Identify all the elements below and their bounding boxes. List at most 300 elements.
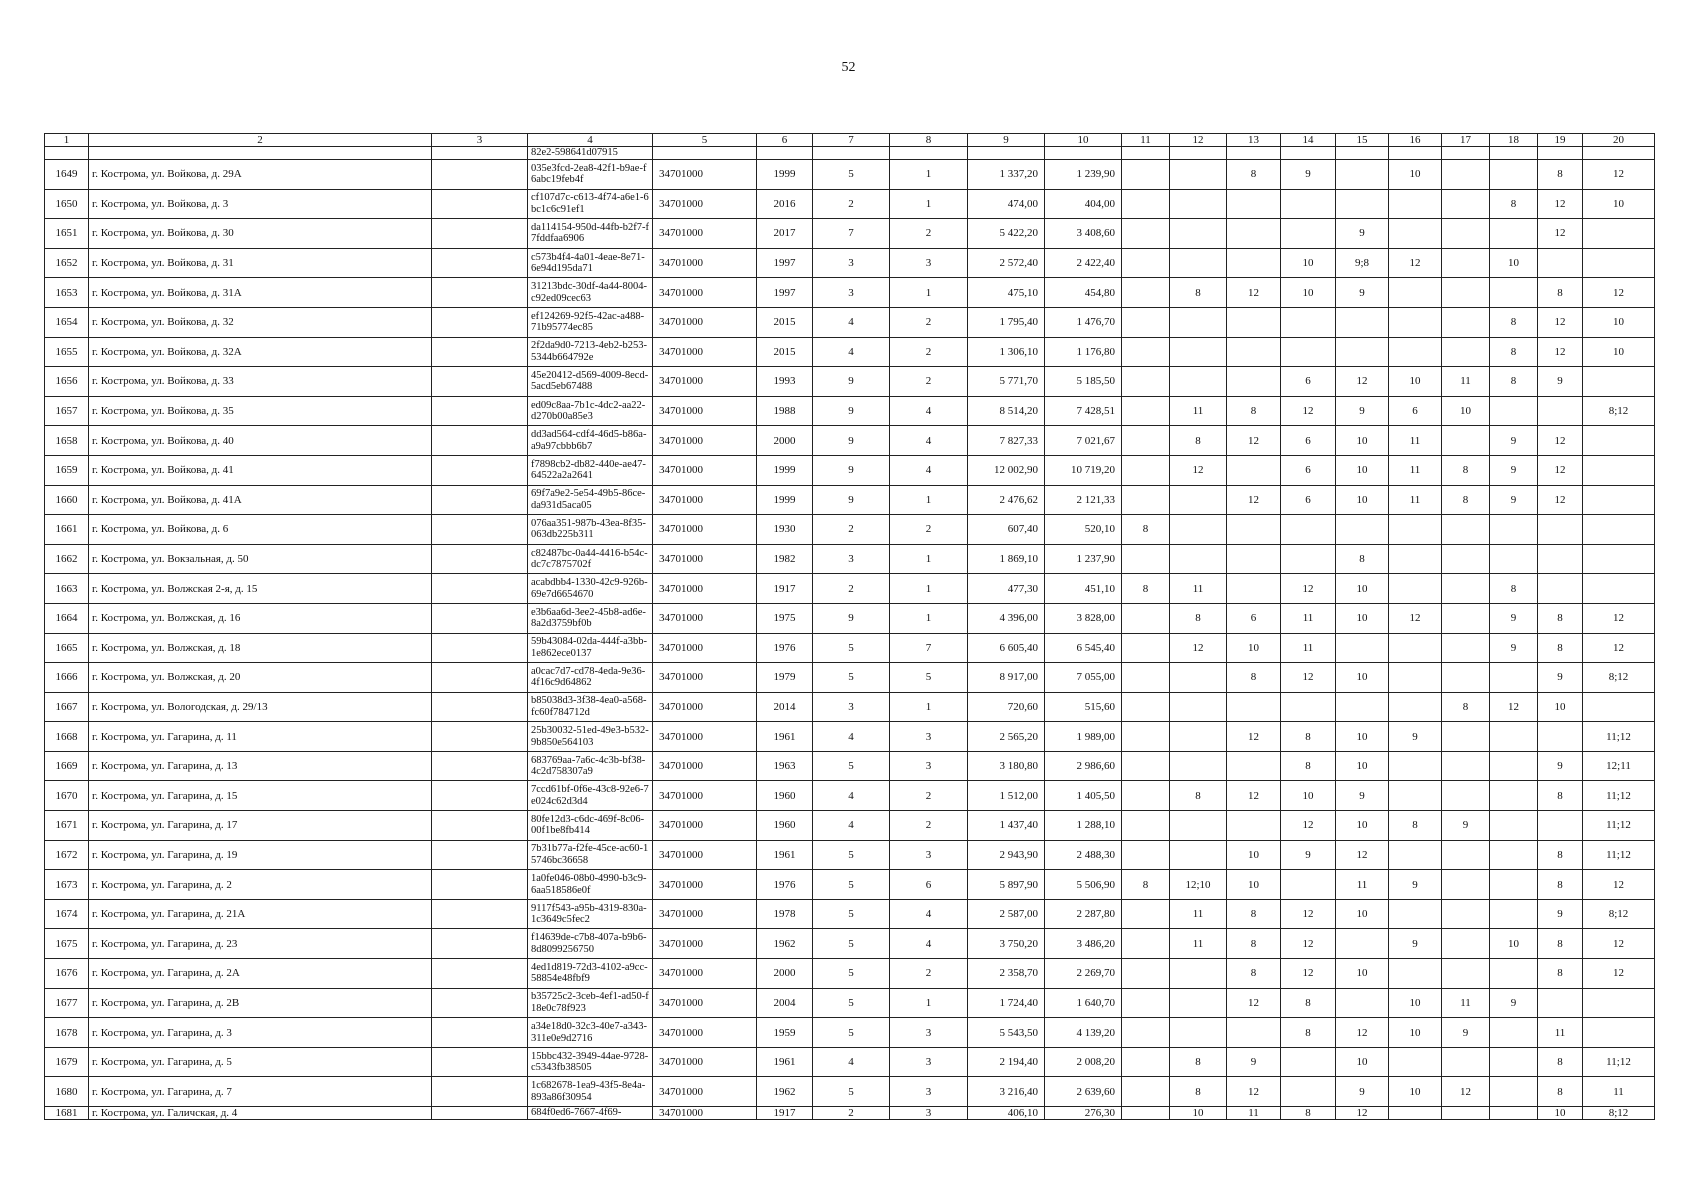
- cell-n: 1681: [45, 1107, 89, 1120]
- cell-c11: [1122, 663, 1170, 693]
- cell-n: 1657: [45, 396, 89, 426]
- cell-a10: 3 828,00: [1045, 603, 1122, 633]
- cell-c15: [1336, 337, 1389, 367]
- cell-year: 2000: [757, 426, 813, 456]
- cell-n: 1666: [45, 663, 89, 693]
- cell-c11: [1122, 278, 1170, 308]
- cell-year: 1978: [757, 899, 813, 929]
- cell-a9: 4 396,00: [968, 603, 1045, 633]
- cell-year: 1917: [757, 574, 813, 604]
- cell-c8: 3: [890, 751, 968, 781]
- table-row: [45, 692, 1655, 722]
- cell-c13: 10: [1227, 840, 1281, 870]
- cell-a10: 3 486,20: [1045, 929, 1122, 959]
- cell-c17: [1442, 722, 1490, 752]
- cell-c11: [1122, 367, 1170, 397]
- cell-a10: 1 640,70: [1045, 988, 1122, 1018]
- cell-c17: [1442, 574, 1490, 604]
- cell-c16: [1389, 1047, 1442, 1077]
- cell-c7: 4: [813, 811, 890, 841]
- cell-code: 34701000: [653, 426, 757, 456]
- cell-c15: 10: [1336, 899, 1389, 929]
- cell-c19: 9: [1538, 899, 1583, 929]
- cell-c15: 10: [1336, 722, 1389, 752]
- cell-addr: г. Кострома, ул. Гагарина, д. 15: [89, 781, 432, 811]
- cell-n: 1656: [45, 367, 89, 397]
- cell-a9: 1 512,00: [968, 781, 1045, 811]
- cell-a9: 2 476,62: [968, 485, 1045, 515]
- table-row: [45, 1047, 1655, 1077]
- cell-c14: 6: [1281, 367, 1336, 397]
- cell-year: 1961: [757, 840, 813, 870]
- cell-c13: 8: [1227, 396, 1281, 426]
- cell-c16: 12: [1389, 603, 1442, 633]
- cell-n: 1649: [45, 160, 89, 190]
- cell-code: 34701000: [653, 574, 757, 604]
- cell-addr: г. Кострома, ул. Гагарина, д. 21А: [89, 899, 432, 929]
- cell-year: 1963: [757, 751, 813, 781]
- cell-c18: [1490, 1047, 1538, 1077]
- cell-year: 2004: [757, 988, 813, 1018]
- cell-c20: 12: [1583, 603, 1655, 633]
- cell-c16: [1389, 633, 1442, 663]
- cell-c17: [1442, 219, 1490, 249]
- cell-c15: 12: [1336, 1107, 1389, 1120]
- cell-n: 1654: [45, 307, 89, 337]
- cell-code: 34701000: [653, 248, 757, 278]
- cell-c18: [1490, 870, 1538, 900]
- cell-c11: [1122, 248, 1170, 278]
- cell-c8: 1: [890, 692, 968, 722]
- cell-c7: 5: [813, 929, 890, 959]
- cell-c11: [1122, 781, 1170, 811]
- cell-c3: [432, 337, 528, 367]
- cell-c18: 8: [1490, 307, 1538, 337]
- cell-c15: [1336, 160, 1389, 190]
- cell-c18: [1490, 544, 1538, 574]
- cell-uid: f7898cb2-db82-440e-ae47-64522a2a2641: [528, 455, 653, 485]
- cell-c19: [1538, 515, 1583, 545]
- cell-a10: 2 986,60: [1045, 751, 1122, 781]
- cell-c19: 8: [1538, 278, 1583, 308]
- cell-c11: [1122, 426, 1170, 456]
- cell-c13: 12: [1227, 722, 1281, 752]
- cell-c11: [1122, 219, 1170, 249]
- cell-c18: [1490, 899, 1538, 929]
- cell-c12: [1170, 219, 1227, 249]
- cell-c14: 8: [1281, 1107, 1336, 1120]
- cell-c7: 5: [813, 1077, 890, 1107]
- cell-c8: 2: [890, 367, 968, 397]
- cell-c12: 8: [1170, 1047, 1227, 1077]
- cell-c20: [1583, 988, 1655, 1018]
- cell-c7: 2: [813, 1107, 890, 1120]
- cell-c11: [1122, 811, 1170, 841]
- cell-c14: [1281, 515, 1336, 545]
- cell-code: 34701000: [653, 929, 757, 959]
- cell-c15: 9: [1336, 396, 1389, 426]
- cell-c13: 9: [1227, 1047, 1281, 1077]
- cell-uid: 45e20412-d569-4009-8ecd-5acd5eb67488: [528, 367, 653, 397]
- cell-a9: 3 750,20: [968, 929, 1045, 959]
- cell-a9: 475,10: [968, 278, 1045, 308]
- housing-table: [44, 133, 1655, 1120]
- cell-c14: 12: [1281, 899, 1336, 929]
- cell-uid: 69f7a9e2-5e54-49b5-86ce-da931d5aca05: [528, 485, 653, 515]
- cell-c11: [1122, 307, 1170, 337]
- cell-c13: 12: [1227, 781, 1281, 811]
- cell-a10: 1 288,10: [1045, 811, 1122, 841]
- cell-c17: 12: [1442, 1077, 1490, 1107]
- cell-c19: [1538, 988, 1583, 1018]
- cell-addr: г. Кострома, ул. Войкова, д. 33: [89, 367, 432, 397]
- cell-addr: г. Кострома, ул. Войкова, д. 29А: [89, 160, 432, 190]
- cell-c12: 11: [1170, 396, 1227, 426]
- cell-n: 1664: [45, 603, 89, 633]
- table-row: [45, 426, 1655, 456]
- cell-c20: 11;12: [1583, 1047, 1655, 1077]
- cell-c15: 10: [1336, 426, 1389, 456]
- cell-c20: [1583, 692, 1655, 722]
- table-row: [45, 781, 1655, 811]
- cell-c13: 8: [1227, 160, 1281, 190]
- cell-c16: [1389, 959, 1442, 989]
- cell-c7: 2: [813, 189, 890, 219]
- cell-a9: 8 514,20: [968, 396, 1045, 426]
- cell-a10: 2 422,40: [1045, 248, 1122, 278]
- cell-c16: [1389, 751, 1442, 781]
- cell-code: 34701000: [653, 988, 757, 1018]
- cell-c19: 10: [1538, 692, 1583, 722]
- cell-c20: [1583, 544, 1655, 574]
- cell-c3: [432, 455, 528, 485]
- cell-c3: [432, 515, 528, 545]
- cell-uid: b35725c2-3ceb-4ef1-ad50-f18e0c78f923: [528, 988, 653, 1018]
- cell-a10: 451,10: [1045, 574, 1122, 604]
- cell-c20: [1583, 248, 1655, 278]
- table-row: [45, 1107, 1655, 1120]
- cell-c15: 9;8: [1336, 248, 1389, 278]
- cell-c20: 12: [1583, 929, 1655, 959]
- cell-c15: [1336, 515, 1389, 545]
- cell-c16: [1389, 307, 1442, 337]
- cell-c8: 2: [890, 515, 968, 545]
- cell-c11: [1122, 1047, 1170, 1077]
- cell-c17: 11: [1442, 988, 1490, 1018]
- cell-c12: [1170, 959, 1227, 989]
- cell-uid: f14639de-c7b8-407a-b9b6-8d8099256750: [528, 929, 653, 959]
- table-row: [45, 811, 1655, 841]
- cell-code: 34701000: [653, 515, 757, 545]
- cell-c19: 10: [1538, 1107, 1583, 1120]
- cell-code: 34701000: [653, 1018, 757, 1048]
- cell-a10: 2 008,20: [1045, 1047, 1122, 1077]
- table-row: [45, 307, 1655, 337]
- column-header: 2: [89, 134, 432, 147]
- cell-c11: [1122, 544, 1170, 574]
- cell-c14: 11: [1281, 603, 1336, 633]
- cell-c12: [1170, 1018, 1227, 1048]
- cell-c17: 11: [1442, 367, 1490, 397]
- cell-c8: 4: [890, 455, 968, 485]
- cell-c11: [1122, 337, 1170, 367]
- cell-c19: 9: [1538, 751, 1583, 781]
- cell-a10: 2 287,80: [1045, 899, 1122, 929]
- cell-year: 1961: [757, 1047, 813, 1077]
- cell-c20: 11;12: [1583, 722, 1655, 752]
- cell-c3: [432, 544, 528, 574]
- cell-c15: [1336, 929, 1389, 959]
- cell-c19: 11: [1538, 1018, 1583, 1048]
- cell-c20: 11;12: [1583, 811, 1655, 841]
- cell-c12: [1170, 248, 1227, 278]
- cell-a9: 406,10: [968, 1107, 1045, 1120]
- cell-a10: 1 239,90: [1045, 160, 1122, 190]
- cell-c12: 12: [1170, 633, 1227, 663]
- cell-c7: 9: [813, 485, 890, 515]
- uid-cell: 82e2-598641d07915: [528, 147, 653, 160]
- cell-c14: [1281, 870, 1336, 900]
- table-row: [45, 485, 1655, 515]
- cell-c16: [1389, 219, 1442, 249]
- cell-c13: 12: [1227, 278, 1281, 308]
- cell-uid: 076aa351-987b-43ea-8f35-063db225b311: [528, 515, 653, 545]
- cell-c15: [1336, 189, 1389, 219]
- cell-c20: 11;12: [1583, 840, 1655, 870]
- cell-c8: 4: [890, 396, 968, 426]
- cell-c19: 8: [1538, 870, 1583, 900]
- cell-a9: 720,60: [968, 692, 1045, 722]
- cell-c18: 12: [1490, 692, 1538, 722]
- cell-c11: [1122, 929, 1170, 959]
- cell-c12: 8: [1170, 603, 1227, 633]
- cell-c3: [432, 1107, 528, 1120]
- cell-c7: 9: [813, 396, 890, 426]
- cell-c7: 5: [813, 899, 890, 929]
- cell-c16: 11: [1389, 485, 1442, 515]
- cell-a9: 1 724,40: [968, 988, 1045, 1018]
- cell-c20: 11: [1583, 1077, 1655, 1107]
- cell-c17: 8: [1442, 692, 1490, 722]
- cell-c17: [1442, 1047, 1490, 1077]
- cell-c16: [1389, 189, 1442, 219]
- cell-c3: [432, 485, 528, 515]
- cell-c11: [1122, 959, 1170, 989]
- cell-year: 1999: [757, 455, 813, 485]
- cell-c11: [1122, 722, 1170, 752]
- cell-year: 1993: [757, 367, 813, 397]
- cell-c16: [1389, 692, 1442, 722]
- cell-c8: 7: [890, 633, 968, 663]
- cell-c12: 8: [1170, 781, 1227, 811]
- cell-c13: [1227, 307, 1281, 337]
- cell-addr: г. Кострома, ул. Войкова, д. 32А: [89, 337, 432, 367]
- cell-year: 2000: [757, 959, 813, 989]
- cell-c18: [1490, 278, 1538, 308]
- cell-a10: 2 639,60: [1045, 1077, 1122, 1107]
- cell-c7: 4: [813, 1047, 890, 1077]
- cell-c13: [1227, 692, 1281, 722]
- cell-a10: 2 121,33: [1045, 485, 1122, 515]
- cell-c20: [1583, 219, 1655, 249]
- cell-code: 34701000: [653, 367, 757, 397]
- cell-c14: 11: [1281, 633, 1336, 663]
- cell-c8: 5: [890, 663, 968, 693]
- cell-c13: 6: [1227, 603, 1281, 633]
- cell-c15: 10: [1336, 663, 1389, 693]
- cell-c16: [1389, 544, 1442, 574]
- cell-c17: 10: [1442, 396, 1490, 426]
- cell-year: 1959: [757, 1018, 813, 1048]
- cell-c17: [1442, 160, 1490, 190]
- cell-c14: 8: [1281, 1018, 1336, 1048]
- cell-c7: 7: [813, 219, 890, 249]
- cell-year: 2014: [757, 692, 813, 722]
- cell-n: 1669: [45, 751, 89, 781]
- table-row: [45, 870, 1655, 900]
- cell-code: 34701000: [653, 633, 757, 663]
- cell-c7: 5: [813, 840, 890, 870]
- cell-year: 1962: [757, 929, 813, 959]
- cell-c13: 12: [1227, 1077, 1281, 1107]
- cell-c12: [1170, 751, 1227, 781]
- cell-c13: [1227, 811, 1281, 841]
- cell-c18: 9: [1490, 603, 1538, 633]
- cell-addr: г. Кострома, ул. Гагарина, д. 2А: [89, 959, 432, 989]
- cell-c18: [1490, 1077, 1538, 1107]
- cell-c18: [1490, 751, 1538, 781]
- cell-c3: [432, 692, 528, 722]
- cell-a9: 477,30: [968, 574, 1045, 604]
- cell-uid: ef124269-92f5-42ac-a488-71b95774ec85: [528, 307, 653, 337]
- cell-c3: [432, 781, 528, 811]
- cell-n: 1659: [45, 455, 89, 485]
- cell-code: 34701000: [653, 307, 757, 337]
- cell-year: 1997: [757, 278, 813, 308]
- cell-c19: 12: [1538, 307, 1583, 337]
- column-header: 12: [1170, 134, 1227, 147]
- table-row: [45, 219, 1655, 249]
- cell-code: 34701000: [653, 840, 757, 870]
- cell-c3: [432, 663, 528, 693]
- cell-c18: [1490, 959, 1538, 989]
- header-row: [45, 134, 1655, 147]
- cell-c15: 10: [1336, 485, 1389, 515]
- cell-c13: 8: [1227, 959, 1281, 989]
- cell-c19: 9: [1538, 367, 1583, 397]
- cell-c8: 1: [890, 988, 968, 1018]
- cell-c15: [1336, 692, 1389, 722]
- cell-addr: г. Кострома, ул. Вологодская, д. 29/13: [89, 692, 432, 722]
- cell-c8: 3: [890, 1077, 968, 1107]
- cell-c15: 12: [1336, 367, 1389, 397]
- cell-c11: [1122, 899, 1170, 929]
- cell-addr: г. Кострома, ул. Войкова, д. 35: [89, 396, 432, 426]
- cell-c16: 9: [1389, 722, 1442, 752]
- cell-c15: 9: [1336, 1077, 1389, 1107]
- cell-c12: 8: [1170, 278, 1227, 308]
- cell-n: 1661: [45, 515, 89, 545]
- cell-n: 1677: [45, 988, 89, 1018]
- cell-c16: 10: [1389, 988, 1442, 1018]
- cell-c17: 8: [1442, 485, 1490, 515]
- cell-c15: 12: [1336, 1018, 1389, 1048]
- cell-year: 2016: [757, 189, 813, 219]
- cell-a9: 2 572,40: [968, 248, 1045, 278]
- cell-c14: [1281, 1047, 1336, 1077]
- cell-c3: [432, 367, 528, 397]
- cell-c16: 11: [1389, 426, 1442, 456]
- cell-a9: 5 543,50: [968, 1018, 1045, 1048]
- column-header: 6: [757, 134, 813, 147]
- cell-addr: г. Кострома, ул. Волжская, д. 20: [89, 663, 432, 693]
- cell-c12: [1170, 160, 1227, 190]
- cell-a10: 7 021,67: [1045, 426, 1122, 456]
- cell-n: 1655: [45, 337, 89, 367]
- cell-c17: [1442, 426, 1490, 456]
- cell-c7: 4: [813, 337, 890, 367]
- cell-c11: [1122, 189, 1170, 219]
- cell-c20: 11;12: [1583, 781, 1655, 811]
- cell-c13: 12: [1227, 988, 1281, 1018]
- cell-c7: 9: [813, 603, 890, 633]
- cell-uid: 9117f543-a95b-4319-830a-1c3649c5fec2: [528, 899, 653, 929]
- cell-c14: 6: [1281, 426, 1336, 456]
- cell-c19: 8: [1538, 1077, 1583, 1107]
- cell-c12: [1170, 367, 1227, 397]
- cell-c17: 9: [1442, 811, 1490, 841]
- cell-addr: г. Кострома, ул. Войкова, д. 41: [89, 455, 432, 485]
- cell-c19: 8: [1538, 160, 1583, 190]
- cell-addr: г. Кострома, ул. Войкова, д. 6: [89, 515, 432, 545]
- cell-c19: [1538, 544, 1583, 574]
- cell-c17: [1442, 870, 1490, 900]
- cell-c3: [432, 929, 528, 959]
- cell-c11: [1122, 1077, 1170, 1107]
- cell-c13: [1227, 751, 1281, 781]
- cell-c17: [1442, 899, 1490, 929]
- cell-c20: [1583, 574, 1655, 604]
- cell-c12: [1170, 337, 1227, 367]
- cell-c12: [1170, 515, 1227, 545]
- cell-c14: 10: [1281, 278, 1336, 308]
- cell-c17: [1442, 840, 1490, 870]
- cell-c18: [1490, 396, 1538, 426]
- cell-year: 1979: [757, 663, 813, 693]
- cell-year: 1997: [757, 248, 813, 278]
- cell-c12: 12;10: [1170, 870, 1227, 900]
- column-header: 14: [1281, 134, 1336, 147]
- cell-c15: 9: [1336, 278, 1389, 308]
- cell-c18: 8: [1490, 367, 1538, 397]
- cell-code: 34701000: [653, 396, 757, 426]
- cell-c3: [432, 219, 528, 249]
- cell-a9: 8 917,00: [968, 663, 1045, 693]
- cell-c17: [1442, 248, 1490, 278]
- cell-c11: [1122, 840, 1170, 870]
- cell-a9: 7 827,33: [968, 426, 1045, 456]
- cell-addr: г. Кострома, ул. Войкова, д. 41А: [89, 485, 432, 515]
- cell-uid: c82487bc-0a44-4416-b54c-dc7c7875702f: [528, 544, 653, 574]
- cell-uid: cf107d7c-c613-4f74-a6e1-6bc1c6c91ef1: [528, 189, 653, 219]
- cell-c8: 1: [890, 544, 968, 574]
- cell-uid: 684f0ed6-7667-4f69-: [528, 1107, 653, 1120]
- cell-c20: 8;12: [1583, 899, 1655, 929]
- cell-n: 1678: [45, 1018, 89, 1048]
- cell-c12: 11: [1170, 929, 1227, 959]
- cell-c17: [1442, 189, 1490, 219]
- cell-c18: [1490, 781, 1538, 811]
